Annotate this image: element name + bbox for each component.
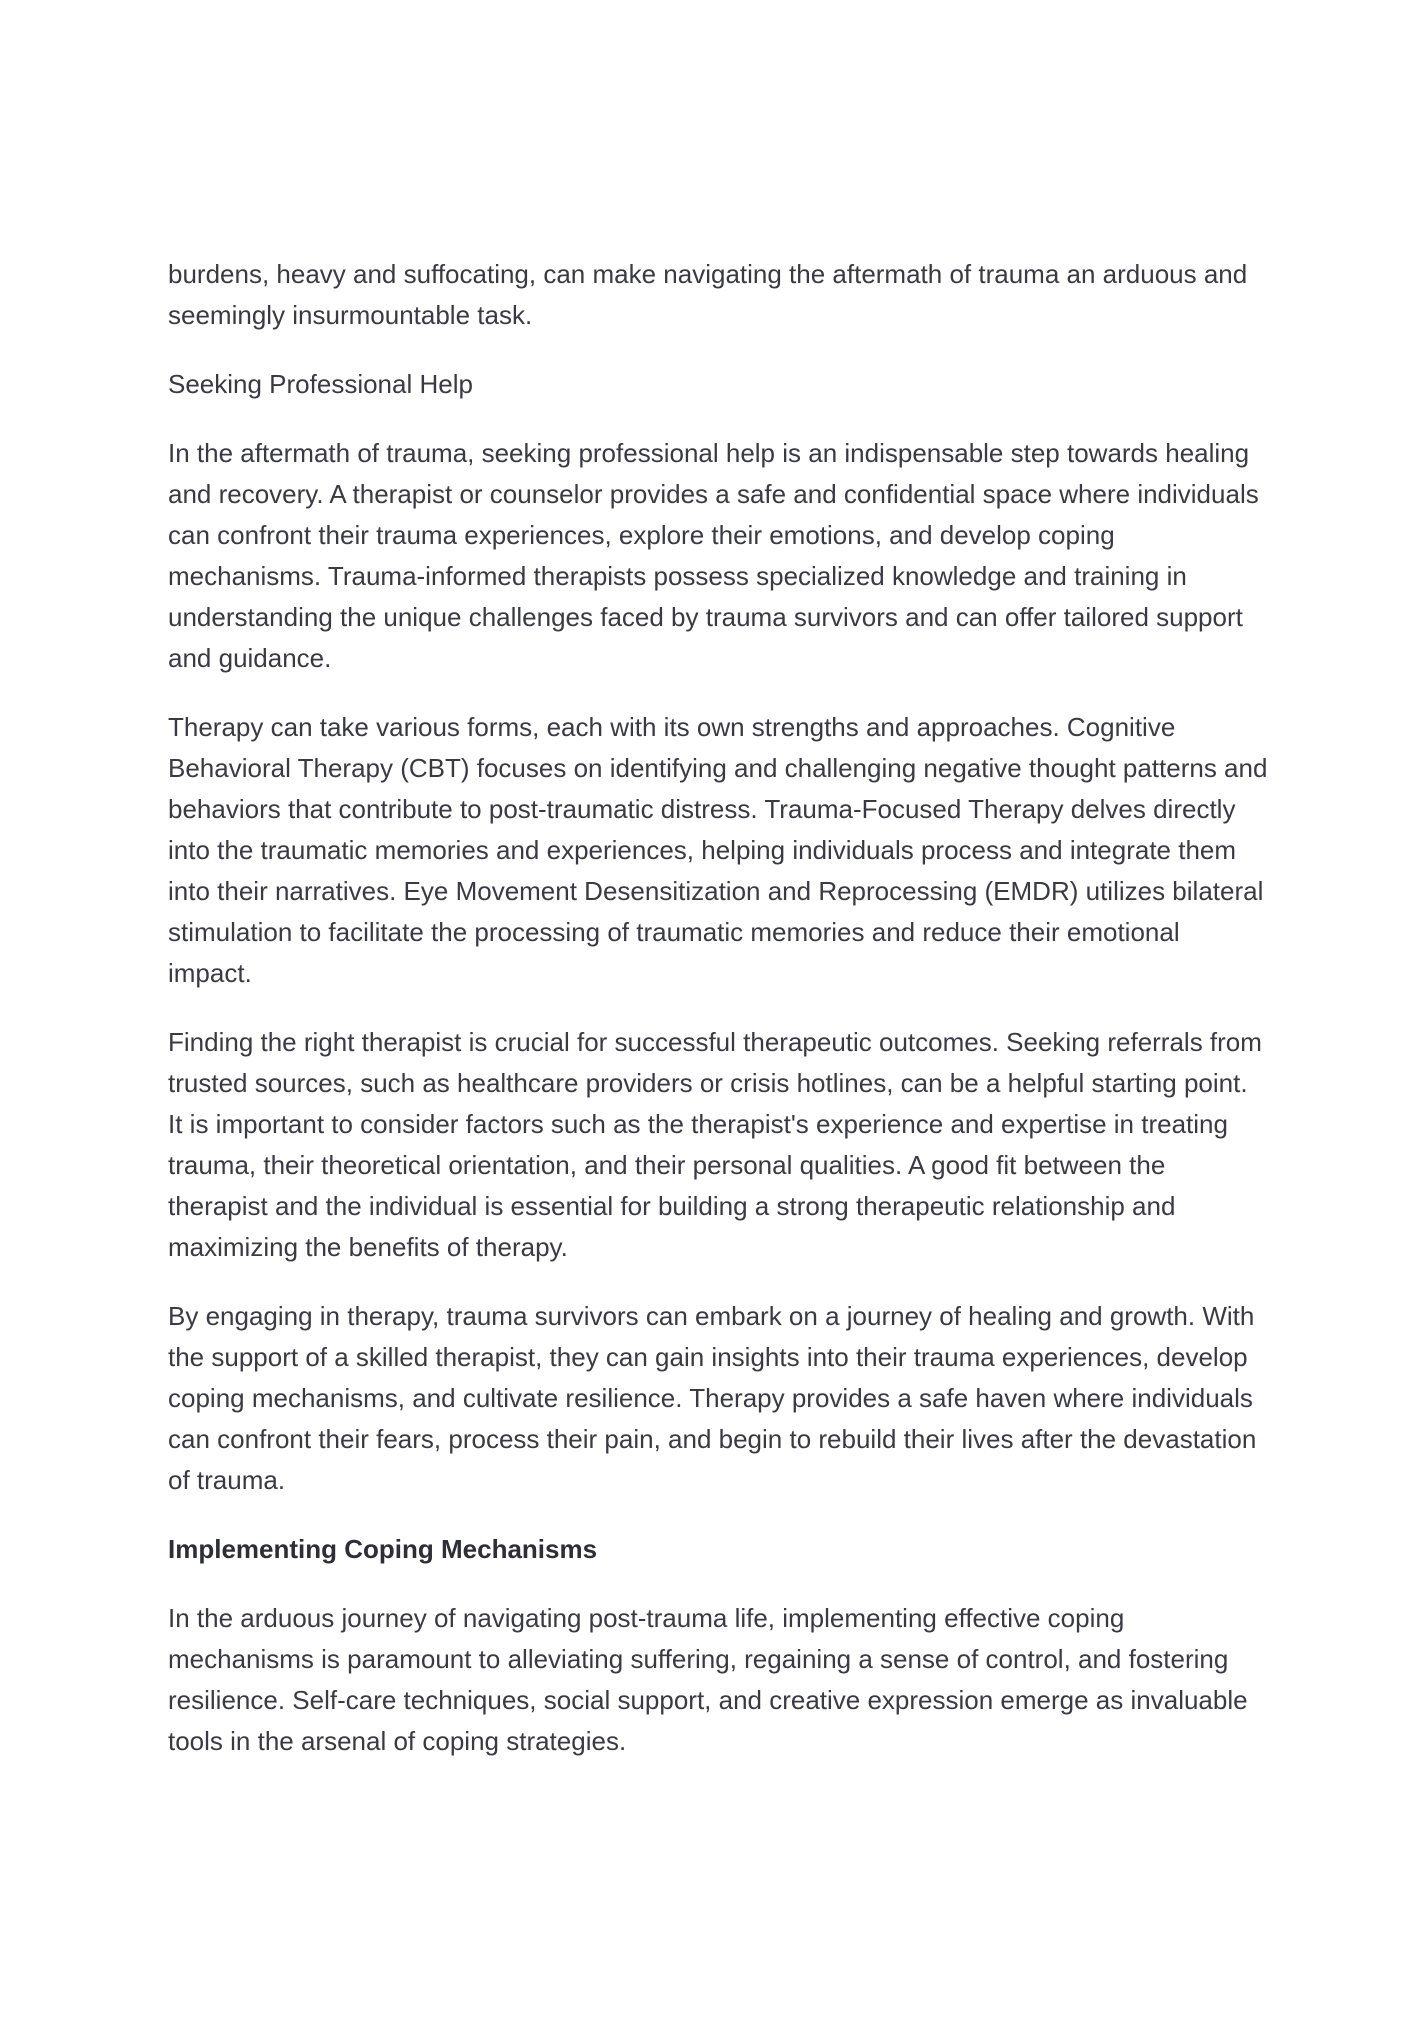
- paragraph-professional-help-intro: In the aftermath of trauma, seeking professional help is an indispensable step towards healing and recovery. A therapist or counselor provides a safe and confidential space where individuals can confront their trauma experiences, explore their emotions, and develop coping mechanisms. Trauma-informed therapists possess specialized knowledge and training in understanding the unique challenges faced by trauma survivors and can offer tailored support and guidance.: [168, 438, 1259, 673]
- paragraph-finding-therapist: Finding the right therapist is crucial for successful therapeutic outcomes. Seeking referrals from trusted sources, such as healthcare providers or crisis hotlines, can be a helpful starting point. It is important to consider factors such as the therapist's experience and expertise in treating trauma, their theoretical orientation, and their personal qualities. A good fit between the therapist and the individual is essential for building a strong therapeutic relationship and maximizing the benefits of therapy.: [168, 1027, 1262, 1262]
- section-heading-seeking-professional-help: Seeking Professional Help: [168, 369, 473, 399]
- paragraph-continuation: burdens, heavy and suffocating, can make navigating the aftermath of trauma an arduous and seemingly insurmountable task.: [168, 259, 1248, 330]
- document-body: [168, 254, 1268, 1790]
- paragraph-coping-intro: In the arduous journey of navigating post-trauma life, implementing effective coping mechanisms is paramount to alleviating suffering, regaining a sense of control, and fostering resilience. Self-care techniques, social support, and creative expression emerge as invaluable tools in the arsenal of coping strategies.: [168, 1603, 1248, 1756]
- paragraph-therapy-forms: Therapy can take various forms, each with its own strengths and approaches. Cognitive Behavioral Therapy (CBT) focuses on identifying and challenging negative thought patterns and behaviors that contribute to post-traumatic distress. Trauma-Focused Therapy delves directly into the traumatic memories and experiences, helping individuals process and integrate them into their narratives. Eye Movement Desensitization and Reprocessing (EMDR) utilizes bilateral stimulation to facilitate the processing of traumatic memories and reduce their emotional impact.: [168, 712, 1268, 988]
- paragraph-engaging-therapy: By engaging in therapy, trauma survivors can embark on a journey of healing and growth. With the support of a skilled therapist, they can gain insights into their trauma experiences, develop coping mechanisms, and cultivate resilience. Therapy provides a safe haven where individuals can confront their fears, process their pain, and begin to rebuild their lives after the devastation of trauma.: [168, 1301, 1257, 1495]
- section-heading-implementing-coping: Implementing Coping Mechanisms: [168, 1534, 598, 1564]
